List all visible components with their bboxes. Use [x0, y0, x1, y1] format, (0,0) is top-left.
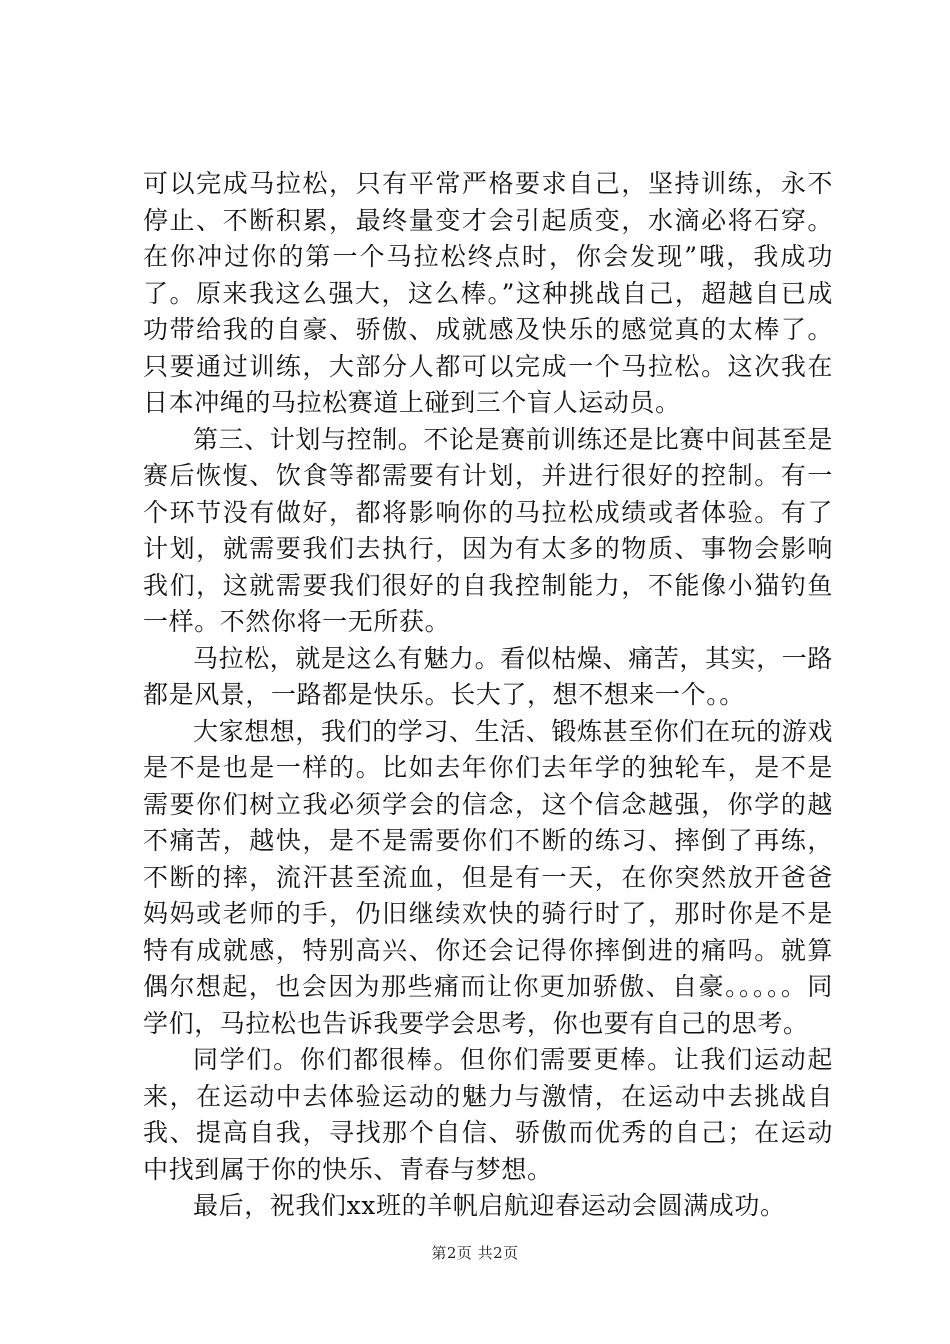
- paragraph-think-about-it: 大家想想，我们的学习、生活、锻炼甚至你们在玩的游戏是不是也是一样的。比如去年你们去年学的独轮车，是不是需要你们树立我必须学会的信念，这个信念越强，你学的越不痛苦，越快，是不是需要你们不断的练习、摔倒了再练，不断的摔，流汗甚至流血，但是有一天，在你突然放开爸爸妈妈或老师的手，仍旧继续欢快的骑行时了，那时你是不是特有成就感，特别高兴、你还会记得你摔倒进的痛吗。就算偶尔想起，也会因为那些痛而让你更加骄傲、自豪。。。。。同学们，马拉松也告诉我要学会思考，你也要有自己的思考。: [143, 716, 834, 1038]
- paragraph-continued: 可以完成马拉松，只有平常严格要求自己，坚持训练，永不停止、不断积累，最终量变才会引起质变，水滴必将石穿。在你冲过你的第一个马拉松终点时，你会发现”哦，我成功了。原来我这么强大，这么棒。”这种挑战自己，超越自已成功带给我的自豪、骄傲、成就感及快乐的感觉真的太棒了。只要通过训练，大部分人都可以完成一个马拉松。这次我在日本冲绳的马拉松赛道上碰到三个盲人运动员。: [143, 169, 833, 417]
- document-body: [143, 166, 833, 1225]
- paragraph-marathon-charm: 马拉松，就是这么有魅力。看似枯燥、痛苦，其实，一路都是风景，一路都是快乐。长大了，想不想来一个。。: [143, 643, 834, 709]
- paragraph-classmates: 同学们。你们都很棒。但你们需要更棒。让我们运动起来，在运动中去体验运动的魅力与激情，在运动中去挑战自我、提高自我，寻找那个自信、骄傲而优秀的自己；在运动中找到属于你的快乐、青春与梦想。: [143, 1045, 833, 1184]
- paragraph-plan-and-control: 第三、计划与控制。不论是赛前训练还是比赛中间甚至是赛后恢愎、饮食等都需要有计划，并进行很好的控制。有一个环节没有做好，都将影响你的马拉松成绩或者体验。有了计划，就需要我们去执行，因为有太多的物质、事物会影响我们，这就需要我们很好的自我控制能力，不能像小猫钓鱼一样。不然你将一无所获。: [143, 424, 834, 636]
- page-footer: 第2页 共2页: [431, 1244, 519, 1262]
- paragraph-closing: 最后，祝我们xx班的羊帆启航迎春运动会圆满成功。: [193, 1191, 786, 1220]
